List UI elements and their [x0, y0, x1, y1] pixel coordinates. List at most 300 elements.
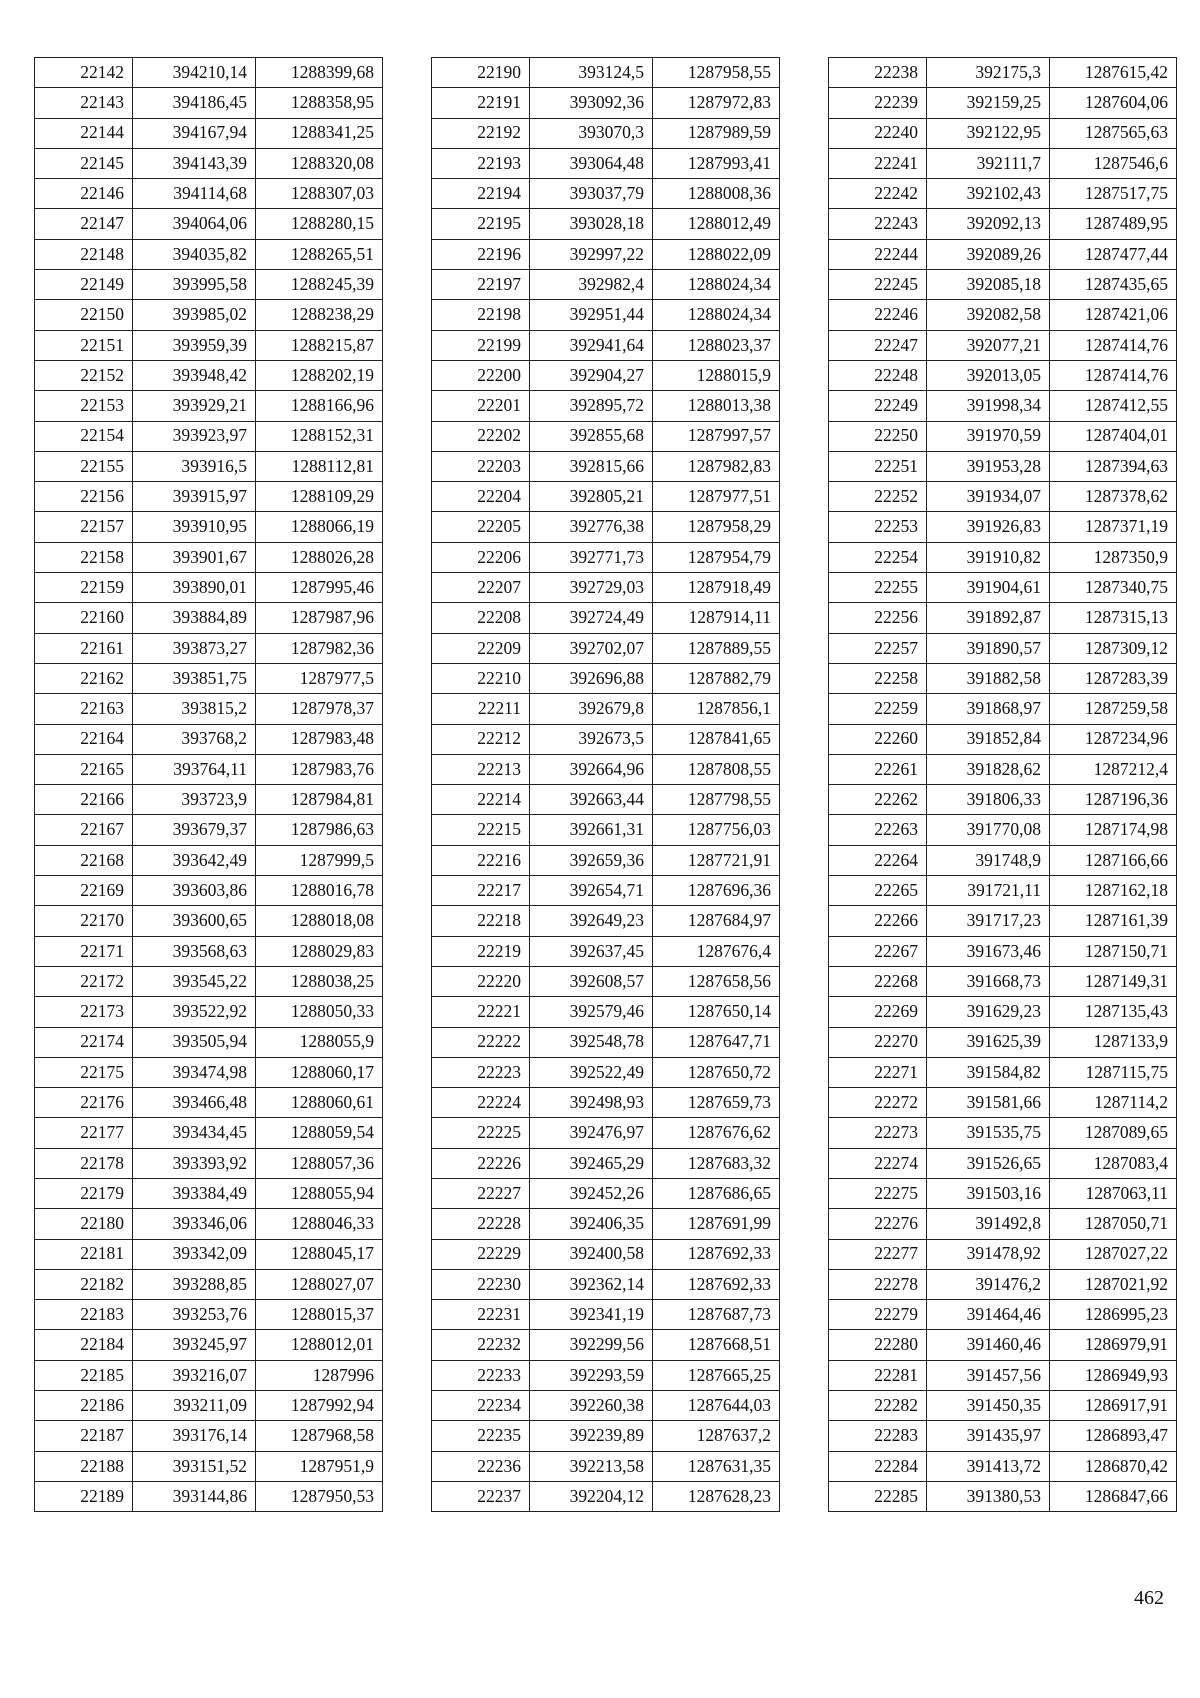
point-number-cell: 22242: [829, 179, 927, 209]
y-coordinate-cell: 1287114,2: [1050, 1088, 1177, 1118]
y-coordinate-cell: 1287517,75: [1050, 179, 1177, 209]
point-number-cell: 22247: [829, 330, 927, 360]
point-number-cell: 22273: [829, 1118, 927, 1148]
x-coordinate-cell: 393915,97: [133, 482, 256, 512]
y-coordinate-cell: 1287350,9: [1050, 542, 1177, 572]
point-number-cell: 22277: [829, 1239, 927, 1269]
point-number-cell: 22244: [829, 239, 927, 269]
x-coordinate-cell: 392724,49: [530, 603, 653, 633]
table-row: [829, 118, 1177, 148]
y-coordinate-cell: 1287027,22: [1050, 1239, 1177, 1269]
y-coordinate-cell: 1286979,91: [1050, 1330, 1177, 1360]
point-number-cell: 22154: [35, 421, 133, 451]
y-coordinate-cell: 1287162,18: [1050, 876, 1177, 906]
table-row: [35, 815, 383, 845]
table-row: [829, 209, 1177, 239]
table-row: [829, 845, 1177, 875]
x-coordinate-cell: 392077,21: [927, 330, 1050, 360]
x-coordinate-cell: 391584,82: [927, 1057, 1050, 1087]
y-coordinate-cell: 1287371,19: [1050, 512, 1177, 542]
y-coordinate-cell: 1287999,5: [256, 845, 383, 875]
y-coordinate-cell: 1287021,92: [1050, 1269, 1177, 1299]
y-coordinate-cell: 1288012,49: [653, 209, 780, 239]
y-coordinate-cell: 1287982,83: [653, 451, 780, 481]
x-coordinate-cell: 393064,48: [530, 148, 653, 178]
point-number-cell: 22227: [432, 1178, 530, 1208]
point-number-cell: 22206: [432, 542, 530, 572]
x-coordinate-cell: 393723,9: [133, 785, 256, 815]
x-coordinate-cell: 392673,5: [530, 724, 653, 754]
x-coordinate-cell: 392649,23: [530, 906, 653, 936]
table-row: [829, 330, 1177, 360]
table-row: [829, 997, 1177, 1027]
x-coordinate-cell: 393245,97: [133, 1330, 256, 1360]
point-number-cell: 22184: [35, 1330, 133, 1360]
x-coordinate-cell: 393603,86: [133, 876, 256, 906]
table-row: [432, 542, 780, 572]
y-coordinate-cell: 1287628,23: [653, 1481, 780, 1511]
table-row: [829, 58, 1177, 88]
y-coordinate-cell: 1287983,48: [256, 724, 383, 754]
point-number-cell: 22196: [432, 239, 530, 269]
point-number-cell: 22279: [829, 1300, 927, 1330]
point-number-cell: 22197: [432, 270, 530, 300]
x-coordinate-cell: 391828,62: [927, 754, 1050, 784]
x-coordinate-cell: 394167,94: [133, 118, 256, 148]
table-row: [35, 512, 383, 542]
x-coordinate-cell: 393764,11: [133, 754, 256, 784]
table-row: [432, 58, 780, 88]
x-coordinate-cell: 392092,13: [927, 209, 1050, 239]
x-coordinate-cell: 393144,86: [133, 1481, 256, 1511]
x-coordinate-cell: 392579,46: [530, 997, 653, 1027]
x-coordinate-cell: 392465,29: [530, 1148, 653, 1178]
table-row: [35, 694, 383, 724]
x-coordinate-cell: 393466,48: [133, 1088, 256, 1118]
y-coordinate-cell: 1287644,03: [653, 1391, 780, 1421]
y-coordinate-cell: 1287615,42: [1050, 58, 1177, 88]
y-coordinate-cell: 1287378,62: [1050, 482, 1177, 512]
table-row: [35, 573, 383, 603]
table-row: [432, 482, 780, 512]
y-coordinate-cell: 1288238,29: [256, 300, 383, 330]
point-number-cell: 22270: [829, 1027, 927, 1057]
table-row: [829, 1027, 1177, 1057]
table-row: [35, 209, 383, 239]
y-coordinate-cell: 1287983,76: [256, 754, 383, 784]
x-coordinate-cell: 393474,98: [133, 1057, 256, 1087]
point-number-cell: 22144: [35, 118, 133, 148]
point-number-cell: 22255: [829, 573, 927, 603]
y-coordinate-cell: 1287063,11: [1050, 1178, 1177, 1208]
y-coordinate-cell: 1288015,9: [653, 360, 780, 390]
point-number-cell: 22146: [35, 179, 133, 209]
table-row: [35, 1057, 383, 1087]
point-number-cell: 22193: [432, 148, 530, 178]
x-coordinate-cell: 392111,7: [927, 148, 1050, 178]
table-row: [35, 1269, 383, 1299]
y-coordinate-cell: 1287996: [256, 1360, 383, 1390]
point-number-cell: 22251: [829, 451, 927, 481]
x-coordinate-cell: 392293,59: [530, 1360, 653, 1390]
y-coordinate-cell: 1288055,94: [256, 1178, 383, 1208]
table-row: [35, 421, 383, 451]
x-coordinate-cell: 393070,3: [530, 118, 653, 148]
y-coordinate-cell: 1287565,63: [1050, 118, 1177, 148]
x-coordinate-cell: 393346,06: [133, 1209, 256, 1239]
x-coordinate-cell: 393028,18: [530, 209, 653, 239]
y-coordinate-cell: 1288202,19: [256, 360, 383, 390]
x-coordinate-cell: 392982,4: [530, 270, 653, 300]
y-coordinate-cell: 1287986,63: [256, 815, 383, 845]
table-row: [432, 694, 780, 724]
table-row: [432, 936, 780, 966]
x-coordinate-cell: 393253,76: [133, 1300, 256, 1330]
y-coordinate-cell: 1287196,36: [1050, 785, 1177, 815]
table-row: [35, 1148, 383, 1178]
y-coordinate-cell: 1287283,39: [1050, 663, 1177, 693]
page-number: 462: [1134, 1587, 1164, 1609]
y-coordinate-cell: 1287882,79: [653, 663, 780, 693]
table-row: [829, 300, 1177, 330]
y-coordinate-cell: 1287997,57: [653, 421, 780, 451]
point-number-cell: 22268: [829, 966, 927, 996]
x-coordinate-cell: 394064,06: [133, 209, 256, 239]
table-row: [829, 421, 1177, 451]
y-coordinate-cell: 1287977,5: [256, 663, 383, 693]
table-row: [432, 118, 780, 148]
table-row: [432, 1481, 780, 1511]
table-row: [829, 360, 1177, 390]
y-coordinate-cell: 1287394,63: [1050, 451, 1177, 481]
point-number-cell: 22217: [432, 876, 530, 906]
point-number-cell: 22157: [35, 512, 133, 542]
y-coordinate-cell: 1287691,99: [653, 1209, 780, 1239]
x-coordinate-cell: 393851,75: [133, 663, 256, 693]
y-coordinate-cell: 1288166,96: [256, 391, 383, 421]
point-number-cell: 22165: [35, 754, 133, 784]
x-coordinate-cell: 393216,07: [133, 1360, 256, 1390]
table-row: [35, 391, 383, 421]
table-row: [829, 633, 1177, 663]
table-row: [432, 1057, 780, 1087]
y-coordinate-cell: 1287166,66: [1050, 845, 1177, 875]
table-row: [829, 1239, 1177, 1269]
point-number-cell: 22192: [432, 118, 530, 148]
point-number-cell: 22278: [829, 1269, 927, 1299]
y-coordinate-cell: 1287309,12: [1050, 633, 1177, 663]
y-coordinate-cell: 1288016,78: [256, 876, 383, 906]
y-coordinate-cell: 1287696,36: [653, 876, 780, 906]
x-coordinate-cell: 393959,39: [133, 330, 256, 360]
table-row: [35, 1118, 383, 1148]
table-row: [35, 300, 383, 330]
point-number-cell: 22250: [829, 421, 927, 451]
x-coordinate-cell: 391717,23: [927, 906, 1050, 936]
table-row: [432, 876, 780, 906]
table-row: [35, 1421, 383, 1451]
x-coordinate-cell: 391476,2: [927, 1269, 1050, 1299]
point-number-cell: 22200: [432, 360, 530, 390]
point-number-cell: 22169: [35, 876, 133, 906]
table-row: [432, 1451, 780, 1481]
x-coordinate-cell: 392476,97: [530, 1118, 653, 1148]
x-coordinate-cell: 392637,45: [530, 936, 653, 966]
point-number-cell: 22232: [432, 1330, 530, 1360]
x-coordinate-cell: 391904,61: [927, 573, 1050, 603]
y-coordinate-cell: 1287650,72: [653, 1057, 780, 1087]
x-coordinate-cell: 391934,07: [927, 482, 1050, 512]
y-coordinate-cell: 1287489,95: [1050, 209, 1177, 239]
x-coordinate-cell: 393545,22: [133, 966, 256, 996]
x-coordinate-cell: 393124,5: [530, 58, 653, 88]
y-coordinate-cell: 1287918,49: [653, 573, 780, 603]
point-number-cell: 22203: [432, 451, 530, 481]
x-coordinate-cell: 391435,97: [927, 1421, 1050, 1451]
table-row: [829, 876, 1177, 906]
y-coordinate-cell: 1287135,43: [1050, 997, 1177, 1027]
x-coordinate-cell: 392815,66: [530, 451, 653, 481]
y-coordinate-cell: 1288152,31: [256, 421, 383, 451]
y-coordinate-cell: 1287798,55: [653, 785, 780, 815]
table-row: [432, 1178, 780, 1208]
x-coordinate-cell: 392696,88: [530, 663, 653, 693]
point-number-cell: 22143: [35, 88, 133, 118]
table-row: [35, 148, 383, 178]
x-coordinate-cell: 392659,36: [530, 845, 653, 875]
point-number-cell: 22159: [35, 573, 133, 603]
table-row: [432, 1027, 780, 1057]
y-coordinate-cell: 1287914,11: [653, 603, 780, 633]
y-coordinate-cell: 1288038,25: [256, 966, 383, 996]
table-row: [829, 1421, 1177, 1451]
point-number-cell: 22214: [432, 785, 530, 815]
table-row: [829, 1330, 1177, 1360]
table-row: [432, 88, 780, 118]
point-number-cell: 22219: [432, 936, 530, 966]
y-coordinate-cell: 1288013,38: [653, 391, 780, 421]
y-coordinate-cell: 1287089,65: [1050, 1118, 1177, 1148]
point-number-cell: 22179: [35, 1178, 133, 1208]
y-coordinate-cell: 1287995,46: [256, 573, 383, 603]
table-row: [829, 694, 1177, 724]
point-number-cell: 22151: [35, 330, 133, 360]
table-row: [432, 754, 780, 784]
y-coordinate-cell: 1288012,01: [256, 1330, 383, 1360]
table-row: [35, 239, 383, 269]
x-coordinate-cell: 393505,94: [133, 1027, 256, 1057]
table-row: [432, 512, 780, 542]
x-coordinate-cell: 391526,65: [927, 1148, 1050, 1178]
y-coordinate-cell: 1288024,34: [653, 300, 780, 330]
x-coordinate-cell: 391457,56: [927, 1360, 1050, 1390]
point-number-cell: 22280: [829, 1330, 927, 1360]
y-coordinate-cell: 1287404,01: [1050, 421, 1177, 451]
y-coordinate-cell: 1287841,65: [653, 724, 780, 754]
table-row: [829, 179, 1177, 209]
coordinate-table-1: [34, 57, 383, 1512]
point-number-cell: 22220: [432, 966, 530, 996]
x-coordinate-cell: 393985,02: [133, 300, 256, 330]
y-coordinate-cell: 1288059,54: [256, 1118, 383, 1148]
x-coordinate-cell: 392661,31: [530, 815, 653, 845]
x-coordinate-cell: 393884,89: [133, 603, 256, 633]
y-coordinate-cell: 1287721,91: [653, 845, 780, 875]
y-coordinate-cell: 1287692,33: [653, 1269, 780, 1299]
table-row: [35, 58, 383, 88]
y-coordinate-cell: 1287676,62: [653, 1118, 780, 1148]
table-row: [35, 270, 383, 300]
x-coordinate-cell: 392406,35: [530, 1209, 653, 1239]
y-coordinate-cell: 1288008,36: [653, 179, 780, 209]
point-number-cell: 22249: [829, 391, 927, 421]
y-coordinate-cell: 1287889,55: [653, 633, 780, 663]
point-number-cell: 22271: [829, 1057, 927, 1087]
point-number-cell: 22183: [35, 1300, 133, 1330]
y-coordinate-cell: 1286893,47: [1050, 1421, 1177, 1451]
x-coordinate-cell: 392452,26: [530, 1178, 653, 1208]
x-coordinate-cell: 393995,58: [133, 270, 256, 300]
x-coordinate-cell: 392702,07: [530, 633, 653, 663]
x-coordinate-cell: 392664,96: [530, 754, 653, 784]
x-coordinate-cell: 392729,03: [530, 573, 653, 603]
point-number-cell: 22282: [829, 1391, 927, 1421]
table-row: [35, 1178, 383, 1208]
x-coordinate-cell: 391673,46: [927, 936, 1050, 966]
point-number-cell: 22267: [829, 936, 927, 966]
x-coordinate-cell: 392122,95: [927, 118, 1050, 148]
y-coordinate-cell: 1287435,65: [1050, 270, 1177, 300]
table-row: [432, 1421, 780, 1451]
table-row: [829, 936, 1177, 966]
y-coordinate-cell: 1288026,28: [256, 542, 383, 572]
y-coordinate-cell: 1287984,81: [256, 785, 383, 815]
point-number-cell: 22177: [35, 1118, 133, 1148]
y-coordinate-cell: 1286995,23: [1050, 1300, 1177, 1330]
point-number-cell: 22187: [35, 1421, 133, 1451]
table-row: [829, 573, 1177, 603]
table-row: [829, 754, 1177, 784]
y-coordinate-cell: 1287631,35: [653, 1451, 780, 1481]
table-row: [829, 512, 1177, 542]
point-number-cell: 22185: [35, 1360, 133, 1390]
table-row: [432, 1360, 780, 1390]
table-row: [35, 1330, 383, 1360]
table-row: [829, 542, 1177, 572]
y-coordinate-cell: 1287954,79: [653, 542, 780, 572]
point-number-cell: 22243: [829, 209, 927, 239]
point-number-cell: 22259: [829, 694, 927, 724]
table-row: [432, 1118, 780, 1148]
point-number-cell: 22269: [829, 997, 927, 1027]
table-row: [829, 1269, 1177, 1299]
y-coordinate-cell: 1287668,51: [653, 1330, 780, 1360]
x-coordinate-cell: 392855,68: [530, 421, 653, 451]
table-row: [35, 1451, 383, 1481]
x-coordinate-cell: 393288,85: [133, 1269, 256, 1299]
x-coordinate-cell: 393679,37: [133, 815, 256, 845]
point-number-cell: 22194: [432, 179, 530, 209]
point-number-cell: 22198: [432, 300, 530, 330]
y-coordinate-cell: 1287161,39: [1050, 906, 1177, 936]
x-coordinate-cell: 391492,8: [927, 1209, 1050, 1239]
table-row: [432, 1330, 780, 1360]
y-coordinate-cell: 1287637,2: [653, 1421, 780, 1451]
y-coordinate-cell: 1288265,51: [256, 239, 383, 269]
x-coordinate-cell: 393211,09: [133, 1391, 256, 1421]
y-coordinate-cell: 1288022,09: [653, 239, 780, 269]
x-coordinate-cell: 393434,45: [133, 1118, 256, 1148]
x-coordinate-cell: 391910,82: [927, 542, 1050, 572]
point-number-cell: 22210: [432, 663, 530, 693]
point-number-cell: 22221: [432, 997, 530, 1027]
x-coordinate-cell: 391464,46: [927, 1300, 1050, 1330]
table-row: [35, 663, 383, 693]
table-row: [432, 1148, 780, 1178]
y-coordinate-cell: 1288112,81: [256, 451, 383, 481]
table-row: [35, 876, 383, 906]
point-number-cell: 22201: [432, 391, 530, 421]
y-coordinate-cell: 1287665,25: [653, 1360, 780, 1390]
point-number-cell: 22173: [35, 997, 133, 1027]
y-coordinate-cell: 1287951,9: [256, 1451, 383, 1481]
point-number-cell: 22212: [432, 724, 530, 754]
x-coordinate-cell: 393768,2: [133, 724, 256, 754]
x-coordinate-cell: 392805,21: [530, 482, 653, 512]
table-row: [829, 1451, 1177, 1481]
x-coordinate-cell: 391748,9: [927, 845, 1050, 875]
point-number-cell: 22228: [432, 1209, 530, 1239]
x-coordinate-cell: 391413,72: [927, 1451, 1050, 1481]
point-number-cell: 22272: [829, 1088, 927, 1118]
table-row: [829, 1057, 1177, 1087]
table-row: [432, 1088, 780, 1118]
point-number-cell: 22167: [35, 815, 133, 845]
y-coordinate-cell: 1288109,29: [256, 482, 383, 512]
x-coordinate-cell: 392204,12: [530, 1481, 653, 1511]
y-coordinate-cell: 1288018,08: [256, 906, 383, 936]
table-row: [829, 239, 1177, 269]
x-coordinate-cell: 393948,42: [133, 360, 256, 390]
point-number-cell: 22155: [35, 451, 133, 481]
point-number-cell: 22234: [432, 1391, 530, 1421]
y-coordinate-cell: 1287412,55: [1050, 391, 1177, 421]
y-coordinate-cell: 1287756,03: [653, 815, 780, 845]
table-row: [35, 845, 383, 875]
point-number-cell: 22264: [829, 845, 927, 875]
table-row: [829, 1209, 1177, 1239]
x-coordinate-cell: 393815,2: [133, 694, 256, 724]
y-coordinate-cell: 1287050,71: [1050, 1209, 1177, 1239]
x-coordinate-cell: 392089,26: [927, 239, 1050, 269]
table-row: [35, 936, 383, 966]
table-row: [35, 633, 383, 663]
table-row: [35, 603, 383, 633]
x-coordinate-cell: 393923,97: [133, 421, 256, 451]
x-coordinate-cell: 392904,27: [530, 360, 653, 390]
point-number-cell: 22178: [35, 1148, 133, 1178]
y-coordinate-cell: 1287659,73: [653, 1088, 780, 1118]
point-number-cell: 22254: [829, 542, 927, 572]
table-row: [432, 300, 780, 330]
y-coordinate-cell: 1288215,87: [256, 330, 383, 360]
table-row: [432, 391, 780, 421]
x-coordinate-cell: 392895,72: [530, 391, 653, 421]
point-number-cell: 22172: [35, 966, 133, 996]
table-row: [35, 966, 383, 996]
table-row: [829, 482, 1177, 512]
x-coordinate-cell: 391852,84: [927, 724, 1050, 754]
